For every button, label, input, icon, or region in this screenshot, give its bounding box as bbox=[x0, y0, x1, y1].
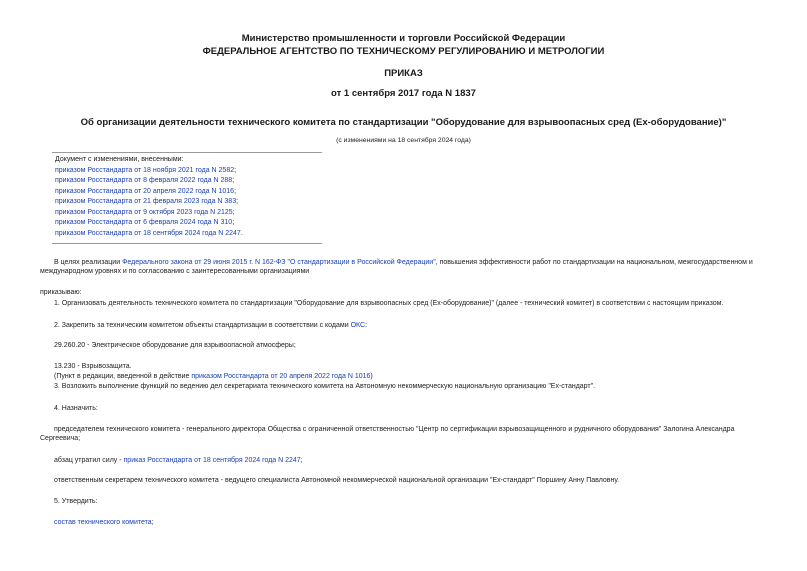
order-word: приказываю: bbox=[40, 289, 82, 296]
changes-bottom-rule bbox=[52, 243, 322, 244]
revision-note: (с изменениями на 18 сентября 2024 года) bbox=[336, 137, 471, 144]
agency-heading: ФЕДЕРАЛЬНОЕ АГЕНТСТВО ПО ТЕХНИЧЕСКОМУ РЕГУЛИРОВАНИЮ И МЕТРОЛОГИИ bbox=[202, 46, 605, 57]
document-date: от 1 сентября 2017 года N 1837 bbox=[331, 88, 476, 99]
list-item: приказом Росстандарта от 21 февраля 2023 года N 383; bbox=[55, 198, 239, 205]
document-type: ПРИКАЗ bbox=[384, 68, 423, 79]
void-link[interactable]: приказ Росстандарта от 18 сентября 2024 года N 2247 bbox=[123, 457, 301, 464]
revision-link[interactable]: приказом Росстандарта от 20 апреля 2022 года N 1016 bbox=[191, 373, 371, 380]
amendment-link[interactable]: приказом Росстандарта от 20 апреля 2022 года N 1016 bbox=[55, 187, 235, 195]
preamble-paragraph: В целях реализации Федерального закона от 29 июня 2015 г. N 162-ФЗ "О стандартизации в Российской Федерации", повышения эффективности работ по стандартизации на национальном, межгосударственном и международном уровнях и по согласованию с заинтересованными организациями bbox=[40, 259, 753, 275]
changes-list bbox=[55, 155, 325, 239]
changes-top-rule bbox=[52, 152, 322, 153]
list-item: приказом Росстандарта от 18 сентября 2024 года N 2247. bbox=[55, 229, 243, 237]
standard-code-1: 29.260.20 - Электрическое оборудование для взрывоопасной атмосферы; bbox=[54, 342, 296, 349]
amendment-link[interactable]: приказом Росстандарта от 21 февраля 2023 года N 383 bbox=[55, 198, 237, 205]
oks-link[interactable]: ОКС bbox=[350, 322, 366, 329]
standard-code-2: 13.230 - Взрывозащита. bbox=[54, 363, 132, 370]
code-revision-note: (Пункт в редакции, введенной в действие приказом Росстандарта от 20 апреля 2022 года N 1016) bbox=[54, 373, 373, 380]
paragraph-2: 2. Закрепить за техническим комитетом объекты стандартизации в соответствии с кодами ОКС: bbox=[54, 322, 368, 329]
amendment-link[interactable]: приказом Росстандарта от 8 февраля 2022 года N 288 bbox=[55, 177, 233, 184]
list-item: приказом Росстандарта от 6 февраля 2024 года N 310; bbox=[55, 219, 235, 226]
paragraph-5: 5. Утвердить: bbox=[54, 498, 98, 505]
composition-link[interactable]: состав технического комитета bbox=[54, 519, 152, 526]
secretary-paragraph: ответственным секретарем технического комитета - ведущего специалиста Автономной некоммерческой национальной организации "Ех-стандарт" Поршину Анну Павловну. bbox=[54, 477, 620, 484]
amendment-link[interactable]: приказом Росстандарта от 9 октября 2023 года N 2125 bbox=[55, 208, 233, 216]
paragraph-1: 1. Организовать деятельность технического комитета по стандартизации "Оборудование для взрывоопасных сред (Ех-оборудование)" (далее - технический комитет) в соответствии с настоящим приказом. bbox=[54, 300, 724, 307]
amendment-link[interactable]: приказом Росстандарта от 18 ноября 2021 года N 2582 bbox=[55, 166, 235, 174]
chairman-paragraph: председателем технического комитета - генерального директора Общества с ограниченной ответственностью "Центр по сертификации взрывозащищенного и рудничного оборудования" Залогина Александра Сергеевича; bbox=[40, 426, 735, 442]
federal-law-link[interactable]: Федерального закона от 29 июня 2015 г. N 162-ФЗ "О стандартизации в Российской Федерации" bbox=[122, 259, 436, 266]
list-item: приказом Росстандарта от 20 апреля 2022 года N 1016; bbox=[55, 187, 237, 195]
document-title: Об организации деятельности технического комитета по стандартизации "Оборудование для взрывоопасных сред (Ех-оборудование)" bbox=[80, 117, 727, 128]
paragraph-4: 4. Назначить: bbox=[54, 405, 98, 412]
amendment-link[interactable]: приказом Росстандарта от 18 сентября 2024 года N 2247 bbox=[55, 229, 241, 237]
list-item: приказом Росстандарта от 9 октября 2023 года N 2125; bbox=[55, 208, 235, 216]
amendment-link[interactable]: приказом Росстандарта от 6 февраля 2024 года N 310 bbox=[55, 219, 233, 226]
list-item: приказом Росстандарта от 8 февраля 2022 года N 288; bbox=[55, 177, 235, 184]
ministry-heading: Министерство промышленности и торговли Российской Федерации bbox=[241, 33, 566, 44]
paragraph-3: 3. Возложить выполнение функций по ведению дел секретариата технического комитета на Автономную некоммерческую национальную организацию "Ех-стандарт". bbox=[54, 383, 596, 390]
composition-item: состав технического комитета; bbox=[54, 519, 154, 526]
list-item: приказом Росстандарта от 18 ноября 2021 года N 2582; bbox=[55, 166, 237, 174]
void-paragraph: абзац утратил силу - приказ Росстандарта от 18 сентября 2024 года N 2247; bbox=[54, 457, 303, 464]
changes-intro: Документ с изменениями, внесенными: bbox=[55, 156, 184, 163]
